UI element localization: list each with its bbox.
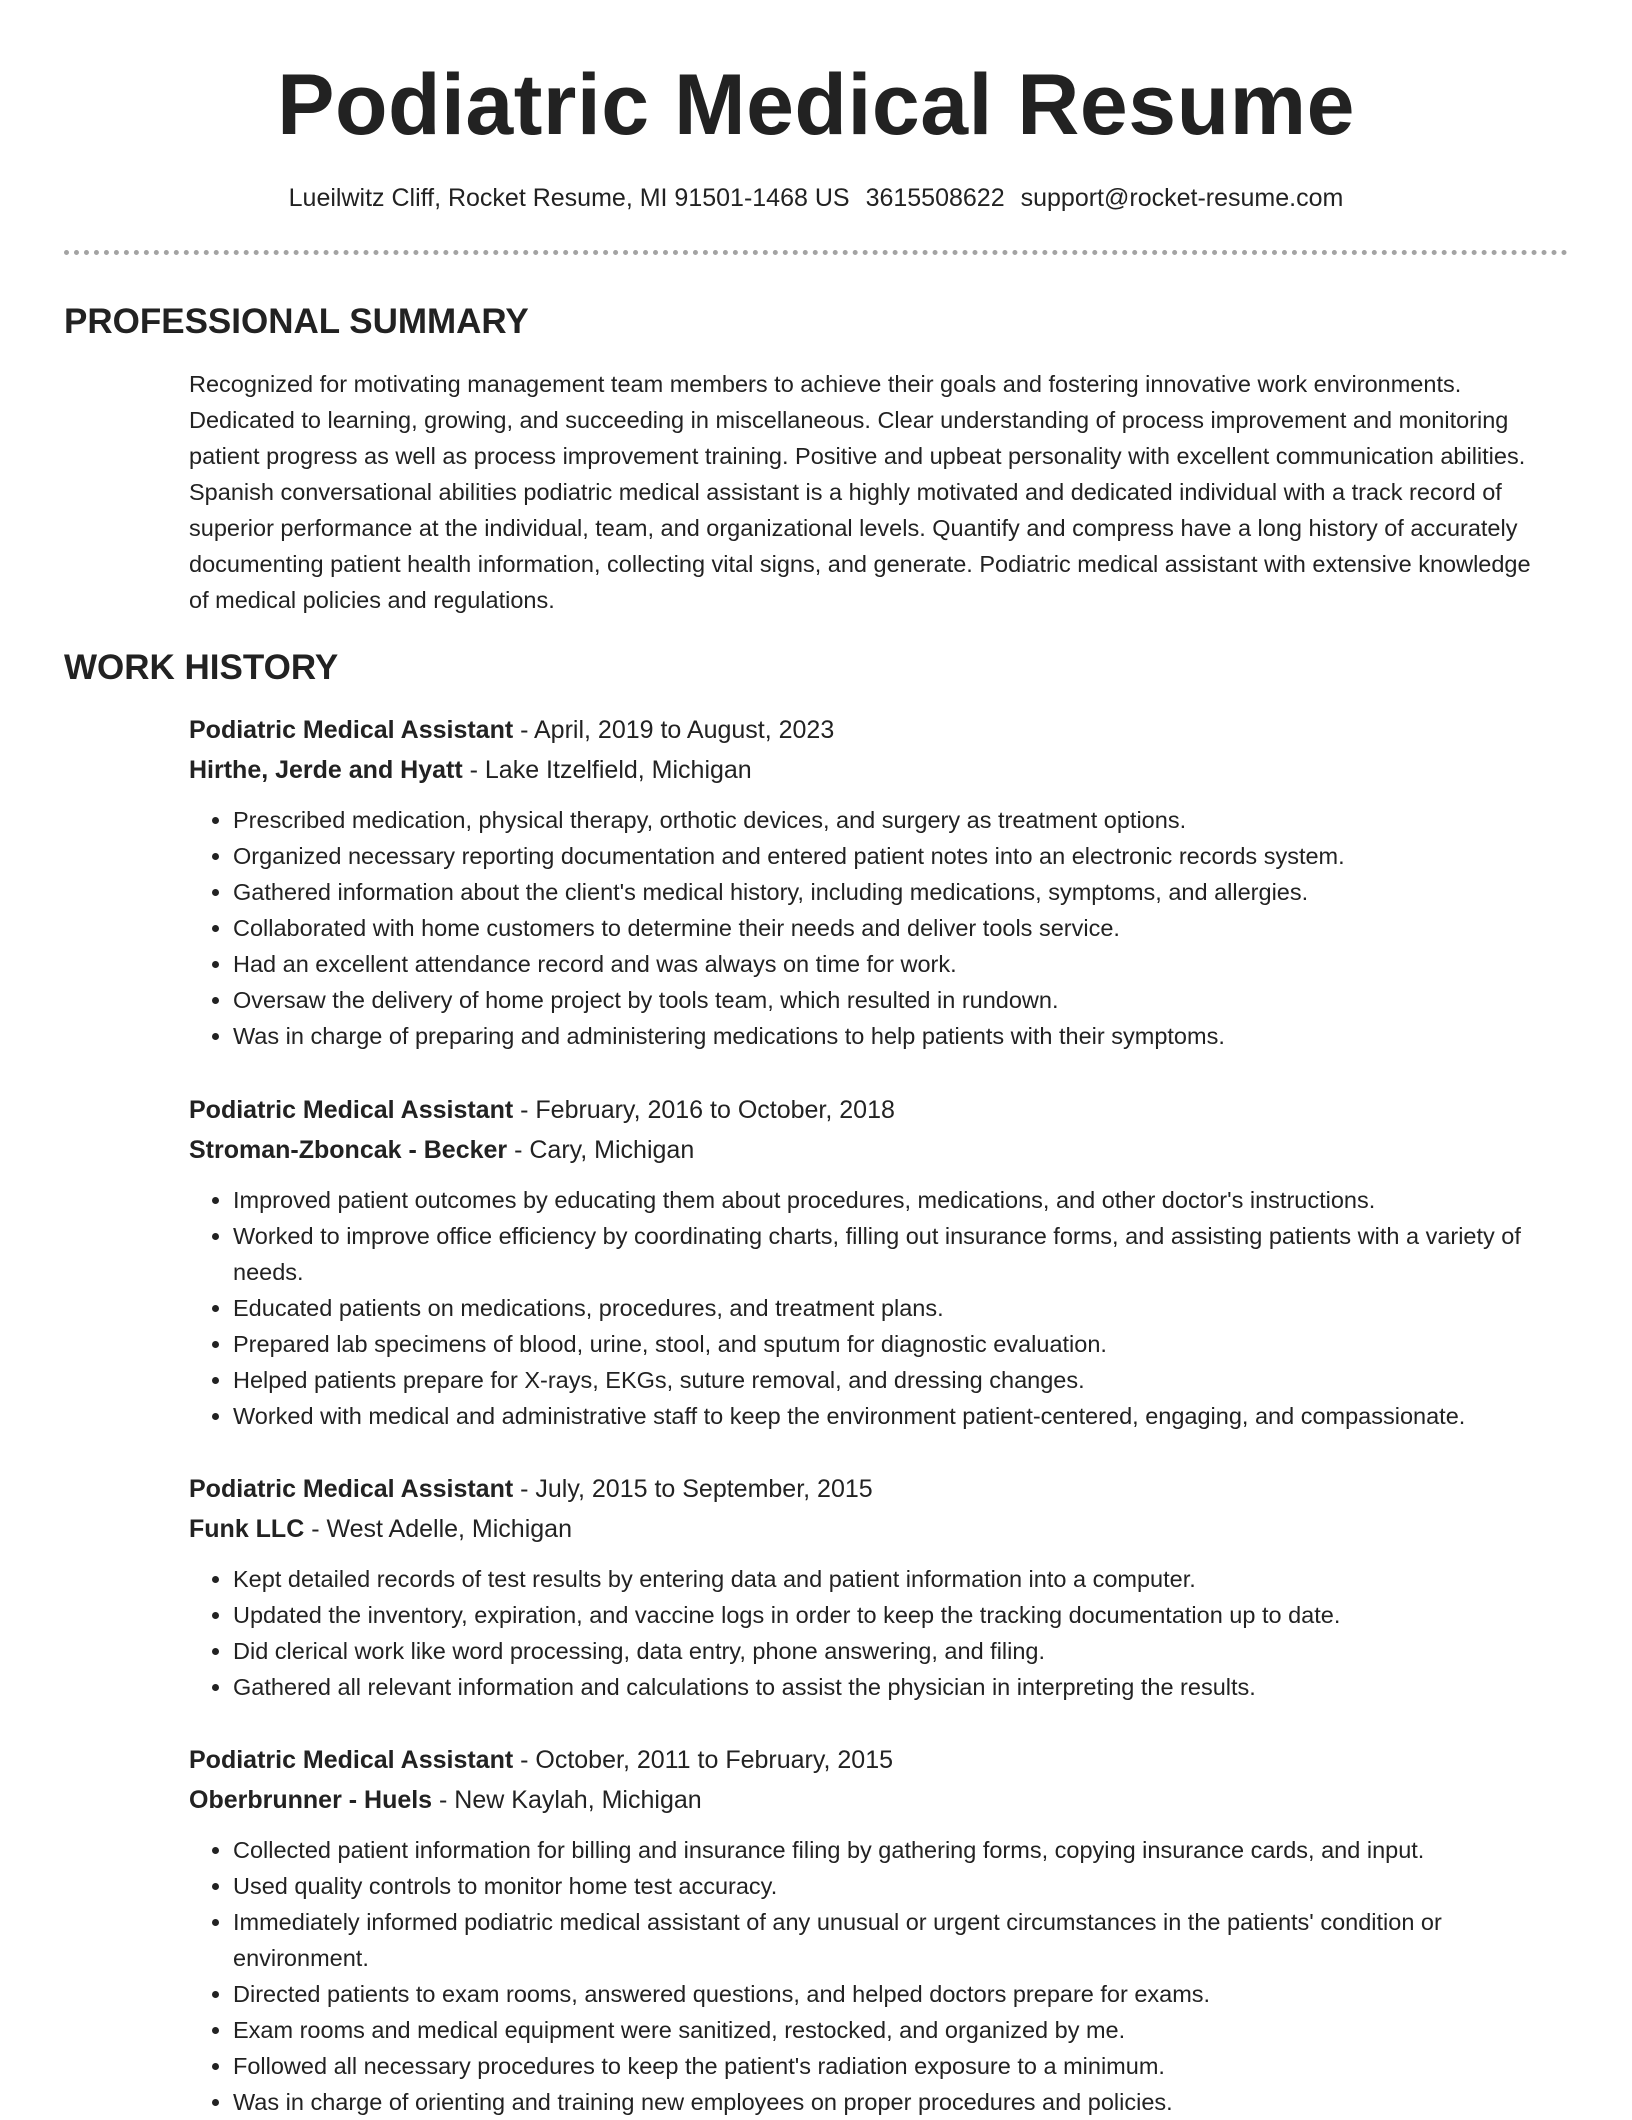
summary-text: Recognized for motivating management team members to achieve their goals and fostering innovative work environments. Dedicated to learning, growing, and succeeding in miscellaneous. Clear understanding of process improvement and monitoring patient progress as well as process improvement training. Positive and upbeat personality with excellent communication abilities. Spanish conversational abilities podiatric medical assistant is a highly motivated and dedicated individual with a track record of superior performance at the individual, team, and organizational levels. Quantify and compress have a long history of accurately documenting patient health information, collecting vital signs, and generate. Podiatric medical assistant with extensive knowledge of medical policies and regulations.: [189, 371, 1531, 613]
job-bullet: • Prepared lab specimens of blood, urine, stool, and sputum for diagnostic evaluation.: [233, 1326, 1569, 1362]
job-bullet: • Collaborated with home customers to determine their needs and deliver tools service.: [233, 910, 1569, 946]
job-location: - Cary, Michigan: [507, 1136, 695, 1164]
job-bullet: • Kept detailed records of test results by entering data and patient information into a computer.: [233, 1561, 1569, 1597]
job-bullet: • Immediately informed podiatric medical assistant of any unusual or urgent circumstances in the patients' condition or environment.: [233, 1904, 1569, 1976]
job-bullet: • Helped patients prepare for X-rays, EKGs, suture removal, and dressing changes.: [233, 1362, 1569, 1398]
job-company-line: [189, 750, 1569, 790]
job-bullet: • Updated the inventory, expiration, and vaccine logs in order to keep the tracking documentation up to date.: [233, 1597, 1569, 1633]
job-bullets: [189, 1832, 1569, 2120]
job-bullet: • Had an excellent attendance record and was always on time for work.: [233, 946, 1569, 982]
job-bullet: • Collected patient information for billing and insurance filing by gathering forms, copying insurance cards, and input.: [233, 1832, 1569, 1868]
job-bullet: • Worked with medical and administrative staff to keep the environment patient-centered, engaging, and compassionate.: [233, 1398, 1569, 1434]
job-location: - West Adelle, Michigan: [304, 1515, 572, 1543]
job-location: - New Kaylah, Michigan: [432, 1786, 702, 1814]
job-title-line: [189, 1469, 1569, 1509]
job-title: Podiatric Medical Assistant: [189, 716, 514, 744]
header-divider: [64, 250, 1568, 255]
contact-line: [0, 180, 1632, 216]
job-title-line: [189, 710, 1569, 750]
job-bullet: • Gathered information about the client's medical history, including medications, symptoms, and allergies.: [233, 874, 1569, 910]
job-bullet: • Improved patient outcomes by educating them about procedures, medications, and other doctor's instructions.: [233, 1182, 1569, 1218]
job-dates: - October, 2011 to February, 2015: [513, 1746, 894, 1774]
job-entry-4: [189, 1740, 1569, 2120]
job-entry-2: [189, 1090, 1569, 1434]
job-dates: - February, 2016 to October, 2018: [513, 1096, 895, 1124]
job-dates: - April, 2019 to August, 2023: [513, 716, 835, 744]
job-bullet: • Educated patients on medications, procedures, and treatment plans.: [233, 1290, 1569, 1326]
job-bullet: • Gathered all relevant information and calculations to assist the physician in interpreting the results.: [233, 1669, 1569, 1705]
job-dates: - July, 2015 to September, 2015: [513, 1475, 873, 1503]
summary-heading: PROFESSIONAL SUMMARY: [64, 302, 529, 341]
job-bullet: • Was in charge of orienting and training new employees on proper procedures and policies.: [233, 2084, 1569, 2120]
job-bullet: • Prescribed medication, physical therapy, orthotic devices, and surgery as treatment options.: [233, 802, 1569, 838]
job-bullet: • Worked to improve office efficiency by coordinating charts, filling out insurance forms, and assisting patients with a variety of needs.: [233, 1218, 1569, 1290]
job-title: Podiatric Medical Assistant: [189, 1096, 514, 1124]
job-bullets: [189, 802, 1569, 1054]
job-bullet: • Oversaw the delivery of home project by tools team, which resulted in rundown.: [233, 982, 1569, 1018]
job-bullet: • Was in charge of preparing and administering medications to help patients with their symptoms.: [233, 1018, 1569, 1054]
job-company: Stroman-Zboncak - Becker: [189, 1136, 508, 1164]
job-entry-1: [189, 710, 1569, 1054]
contact-email: support@rocket-resume.com: [1020, 184, 1344, 212]
job-bullet: • Followed all necessary procedures to keep the patient's radiation exposure to a minimum.: [233, 2048, 1569, 2084]
job-company-line: [189, 1780, 1569, 1820]
job-title-line: [189, 1740, 1569, 1780]
contact-address: Lueilwitz Cliff, Rocket Resume, MI 91501-1468 US: [288, 184, 850, 212]
job-bullet: • Directed patients to exam rooms, answered questions, and helped doctors prepare for exams.: [233, 1976, 1569, 2012]
job-bullet: • Organized necessary reporting documentation and entered patient notes into an electronic records system.: [233, 838, 1569, 874]
job-company: Hirthe, Jerde and Hyatt: [189, 756, 463, 784]
job-title: Podiatric Medical Assistant: [189, 1746, 514, 1774]
contact-phone: 3615508622: [865, 184, 1005, 212]
job-bullet: • Did clerical work like word processing, data entry, phone answering, and filing.: [233, 1633, 1569, 1669]
job-company: Oberbrunner - Huels: [189, 1786, 433, 1814]
job-company: Funk LLC: [189, 1515, 305, 1543]
work-history-heading: WORK HISTORY: [64, 648, 339, 687]
job-company-line: [189, 1130, 1569, 1170]
job-company-line: [189, 1509, 1569, 1549]
job-bullet: • Exam rooms and medical equipment were sanitized, restocked, and organized by me.: [233, 2012, 1569, 2048]
job-title-line: [189, 1090, 1569, 1130]
job-bullets: [189, 1561, 1569, 1705]
job-bullets: [189, 1182, 1569, 1434]
resume-title: Podiatric Medical Resume: [277, 57, 1355, 153]
job-title: Podiatric Medical Assistant: [189, 1475, 514, 1503]
job-location: - Lake Itzelfield, Michigan: [462, 756, 752, 784]
job-entry-3: [189, 1469, 1569, 1705]
job-bullet: • Used quality controls to monitor home test accuracy.: [233, 1868, 1569, 1904]
